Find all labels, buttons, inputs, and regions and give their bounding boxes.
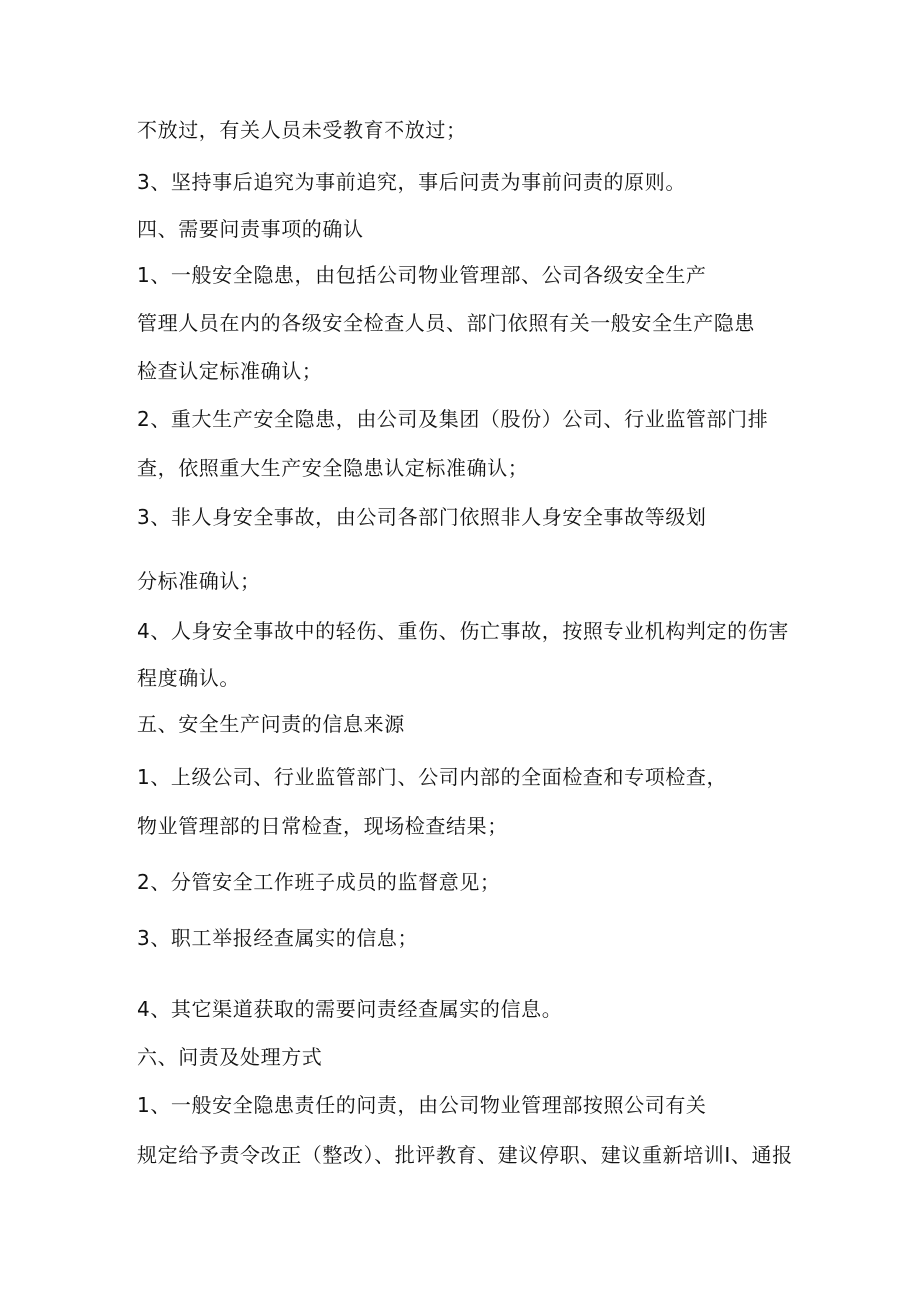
- text-line: 物业管理部的日常检查，现场检查结果；: [137, 814, 508, 838]
- text-line: 1、上级公司、行业监管部门、公司内部的全面检查和专项检查，: [137, 765, 728, 789]
- text-line: 程度确认。: [137, 666, 240, 690]
- text-line: 3、坚持事后追究为事前追究，事后问责为事前问责的原则。: [137, 170, 686, 194]
- text-line: 查，依照重大生产安全隐患认定标准确认；: [137, 456, 529, 480]
- text-line: 3、非人身安全事故，由公司各部门依照非人身安全事故等级划: [137, 505, 707, 529]
- text-line: 4、人身安全事故中的轻伤、重伤、伤亡事故，按照专业机构判定的伤害: [137, 619, 789, 643]
- text-line: 1、一般安全隐患责任的问责，由公司物业管理部按照公司有关: [137, 1093, 707, 1117]
- text-line: 规定给予责令改正（整改）、批评教育、建议停职、建议重新培训I、通报: [137, 1143, 793, 1167]
- text-line: 4、其它渠道获取的需要问责经查属实的信息。: [137, 997, 563, 1021]
- text-line: 2、重大生产安全隐患，由公司及集团（股份）公司、行业监管部门排: [137, 407, 769, 431]
- text-line: 2、分管安全工作班子成员的监督意见；: [137, 870, 501, 894]
- text-line: 检查认定标准确认；: [137, 359, 323, 383]
- text-line: 管理人员在内的各级安全检查人员、部门依照有关一般安全生产隐患: [137, 311, 755, 335]
- section-heading: 四、需要问责事项的确认: [137, 217, 364, 241]
- text-line: 1、一般安全隐患，由包括公司物业管理部、公司各级安全生产: [137, 263, 707, 287]
- section-heading: 六、问责及处理方式: [137, 1045, 323, 1069]
- text-line: 分标准确认；: [137, 569, 261, 593]
- section-heading: 五、安全生产问责的信息来源: [137, 712, 405, 736]
- text-line: 3、职工举报经查属实的信息；: [137, 926, 419, 950]
- text-line: 不放过，有关人员未受教育不放过；: [137, 118, 467, 142]
